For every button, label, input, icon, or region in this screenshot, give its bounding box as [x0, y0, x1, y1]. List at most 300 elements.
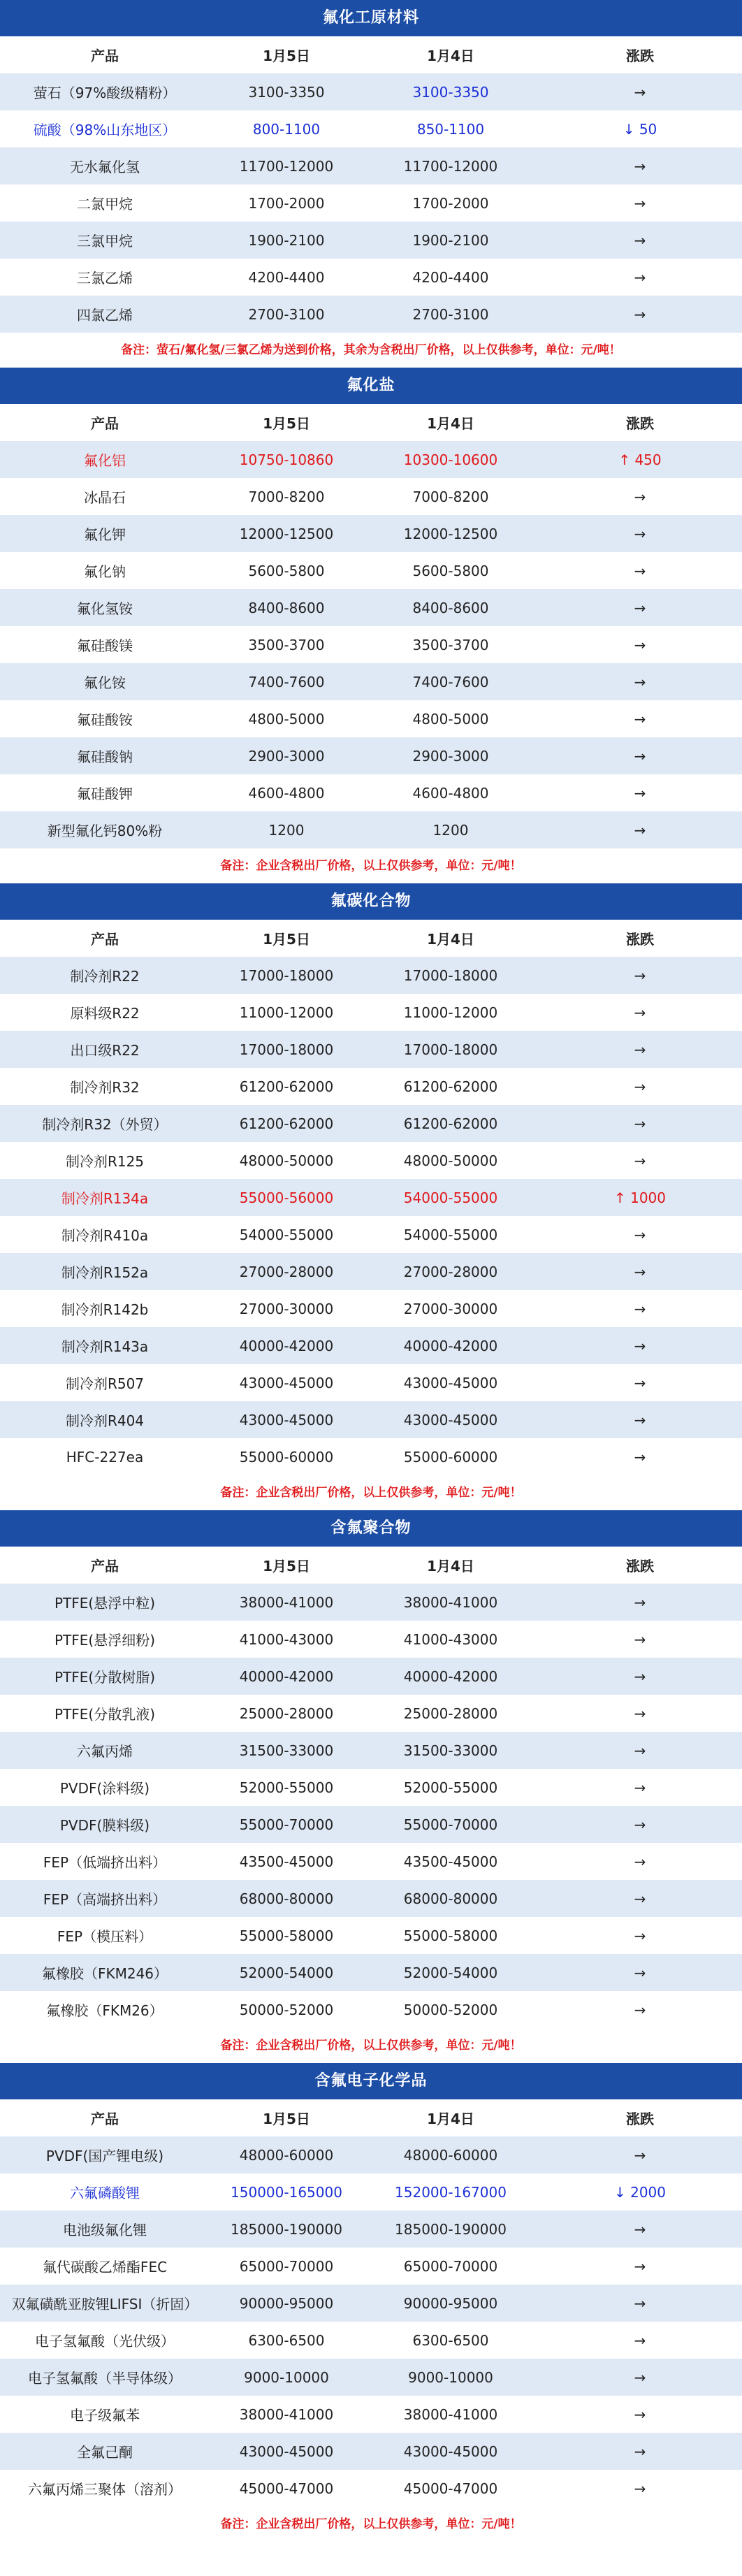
table-row [0, 1584, 742, 1621]
table-row [0, 1364, 742, 1401]
cell-change: → [634, 1964, 646, 1981]
cell-change: → [634, 562, 646, 579]
header-date-1: 1月5日 [263, 2111, 310, 2127]
cell-price-date-1: 55000-60000 [239, 1448, 334, 1466]
cell-price-date-2: 850-1100 [416, 120, 485, 138]
cell-price-date-2: 50000-52000 [403, 2001, 498, 2018]
cell-product: FEP（高端挤出料） [43, 1891, 167, 1908]
cell-product: 无水氟化氢 [70, 159, 140, 175]
cell-change: → [634, 525, 646, 542]
cell-price-date-1: 40000-42000 [239, 1337, 334, 1354]
table-row [0, 1401, 742, 1438]
header-change: 涨跌 [626, 415, 654, 432]
header-change: 涨跌 [626, 1558, 654, 1575]
cell-product: 制冷剂R32 [70, 1079, 140, 1096]
cell-product: 氟化钾 [84, 526, 126, 543]
cell-change: → [634, 1448, 646, 1466]
header-date-2: 1月4日 [427, 2111, 474, 2127]
table-row [0, 1917, 742, 1954]
cell-price-date-2: 6300-6500 [412, 2331, 489, 2349]
table-row [0, 1216, 742, 1253]
cell-price-date-2: 61200-62000 [403, 1115, 498, 1132]
cell-price-date-2: 27000-28000 [403, 1263, 498, 1280]
cell-product: 氟化铵 [84, 674, 126, 691]
section-4 [0, 2063, 742, 2542]
cell-change: → [634, 1593, 646, 1611]
table-row [0, 2173, 742, 2210]
cell-price-date-2: 1200 [432, 821, 469, 839]
table-row [0, 2470, 742, 2507]
cell-product: 氟化氢铵 [77, 600, 133, 617]
cell-price-date-1: 61200-62000 [239, 1078, 334, 1095]
cell-price-date-2: 43500-45000 [403, 1853, 498, 1870]
cell-price-date-1: 43000-45000 [239, 1411, 334, 1428]
cell-price-date-2: 90000-95000 [403, 2294, 498, 2312]
cell-change: → [634, 1078, 646, 1095]
cell-change: → [634, 1300, 646, 1317]
cell-price-date-2: 5600-5800 [412, 562, 489, 579]
table-row [0, 222, 742, 259]
table-row [0, 2136, 742, 2173]
cell-price-date-1: 90000-95000 [239, 2294, 334, 2312]
cell-change: → [634, 2443, 646, 2460]
cell-price-date-2: 43000-45000 [403, 2443, 498, 2460]
cell-change: → [634, 488, 646, 505]
cell-price-date-1: 52000-55000 [239, 1779, 334, 1796]
cell-change: → [634, 83, 646, 101]
cell-change: → [634, 2331, 646, 2349]
cell-price-date-2: 11700-12000 [403, 157, 498, 175]
cell-product: 萤石（97%酸级精粉） [33, 85, 177, 101]
cell-price-date-1: 4600-4800 [248, 784, 325, 802]
cell-price-date-1: 55000-70000 [239, 1816, 334, 1833]
section-0 [0, 0, 742, 368]
table-row [0, 737, 742, 774]
cell-change: → [634, 1630, 646, 1648]
table-header-row [0, 920, 742, 957]
cell-change: → [634, 1115, 646, 1132]
cell-change: → [634, 157, 646, 175]
cell-change: → [634, 784, 646, 802]
cell-price-date-2: 52000-54000 [403, 1964, 498, 1981]
cell-price-date-1: 185000-190000 [231, 2220, 342, 2238]
cell-product: 制冷剂R152a [61, 1264, 149, 1281]
table-row [0, 1327, 742, 1364]
cell-change: → [634, 1263, 646, 1280]
cell-product: 氟硅酸镁 [77, 637, 133, 654]
table-header-row [0, 1547, 742, 1584]
cell-price-date-1: 55000-58000 [239, 1927, 334, 1944]
cell-change: → [634, 1152, 646, 1169]
cell-product: PTFE(悬浮细粉) [54, 1632, 156, 1649]
section-title: 含氟电子化学品 [0, 2063, 742, 2099]
cell-product: 制冷剂R134a [61, 1190, 149, 1207]
cell-change: → [634, 2220, 646, 2238]
cell-product: 六氟丙烯三聚体（溶剂） [28, 2481, 182, 2498]
cell-product: FEP（低端挤出料） [43, 1854, 167, 1871]
cell-product: 氟硅酸铵 [77, 711, 133, 728]
cell-price-date-2: 38000-41000 [403, 2405, 498, 2423]
section-3 [0, 1510, 742, 2063]
cell-change: → [634, 1337, 646, 1354]
cell-product: 电子氢氟酸（光伏级） [35, 2333, 175, 2350]
cell-price-date-1: 48000-60000 [239, 2146, 334, 2164]
cell-product: 制冷剂R404 [65, 1412, 145, 1429]
cell-product: 出口级R22 [70, 1042, 140, 1059]
table-row [0, 957, 742, 994]
header-product: 产品 [91, 2111, 119, 2127]
table-row [0, 1954, 742, 1991]
table-row [0, 2248, 742, 2285]
cell-change: → [634, 1779, 646, 1796]
cell-product: 氟化钠 [84, 563, 126, 580]
cell-price-date-2: 38000-41000 [403, 1593, 498, 1611]
cell-price-date-1: 38000-41000 [239, 1593, 334, 1611]
cell-change: → [634, 1004, 646, 1021]
cell-price-date-2: 152000-167000 [395, 2183, 507, 2201]
cell-price-date-1: 10750-10860 [239, 451, 334, 468]
section-1 [0, 368, 742, 883]
cell-price-date-2: 11000-12000 [403, 1004, 498, 1021]
cell-price-date-1: 68000-80000 [239, 1890, 334, 1907]
cell-product: PVDF(涂料级) [59, 1780, 150, 1797]
section-note: 备注：企业含税出厂价格，以上仅供参考，单位：元/吨！ [0, 2028, 742, 2063]
table-row [0, 1695, 742, 1732]
header-change: 涨跌 [626, 2111, 654, 2127]
table-header-row [0, 404, 742, 441]
cell-change: → [634, 1705, 646, 1722]
table-row [0, 1732, 742, 1769]
cell-product: 氟橡胶（FKM26） [46, 2002, 163, 2019]
cell-price-date-1: 1700-2000 [248, 194, 325, 212]
table-row [0, 1142, 742, 1179]
table-row [0, 2285, 742, 2322]
cell-price-date-1: 40000-42000 [239, 1667, 334, 1685]
table-row [0, 663, 742, 700]
cell-price-date-1: 8400-8600 [248, 599, 325, 616]
cell-product: 制冷剂R125 [65, 1153, 145, 1170]
header-change: 涨跌 [626, 48, 654, 64]
cell-change: → [634, 194, 646, 212]
cell-product: 电子级氟苯 [70, 2407, 140, 2424]
table-row [0, 147, 742, 184]
cell-price-date-2: 17000-18000 [403, 1041, 498, 1058]
table-row [0, 700, 742, 737]
table-row [0, 296, 742, 333]
cell-price-date-2: 40000-42000 [403, 1337, 498, 1354]
cell-price-date-1: 52000-54000 [239, 1964, 334, 1981]
header-product: 产品 [91, 48, 119, 64]
cell-product: 制冷剂R143a [61, 1338, 149, 1355]
cell-price-date-2: 55000-70000 [403, 1816, 498, 1833]
cell-change: → [634, 1816, 646, 1833]
cell-price-date-1: 7400-7600 [248, 673, 325, 690]
cell-price-date-1: 38000-41000 [239, 2405, 334, 2423]
header-date-2: 1月4日 [427, 931, 474, 948]
cell-price-date-1: 11000-12000 [239, 1004, 334, 1021]
cell-price-date-1: 45000-47000 [239, 2480, 334, 2497]
section-note: 备注：企业含税出厂价格，以上仅供参考，单位：元/吨！ [0, 2507, 742, 2542]
cell-change: → [634, 599, 646, 616]
cell-product: 双氟磺酰亚胺锂LIFSI（折固） [11, 2296, 198, 2313]
cell-price-date-1: 27000-30000 [239, 1300, 334, 1317]
cell-price-date-2: 45000-47000 [403, 2480, 498, 2497]
cell-price-date-2: 9000-10000 [408, 2368, 493, 2386]
cell-change: → [634, 1374, 646, 1391]
cell-price-date-1: 2700-3100 [248, 305, 325, 323]
table-row [0, 1438, 742, 1475]
cell-change: ↓ 2000 [613, 2183, 666, 2201]
cell-product: 二氯甲烷 [77, 196, 133, 212]
cell-change: → [634, 231, 646, 249]
section-note: 备注：萤石/氟化氢/三氯乙烯为送到价格，其余为含税出厂价格，以上仅供参考，单位：元/吨！ [0, 333, 742, 368]
cell-price-date-1: 43000-45000 [239, 1374, 334, 1391]
table-row [0, 1031, 742, 1068]
cell-price-date-1: 3500-3700 [248, 636, 325, 653]
cell-change: → [634, 1742, 646, 1759]
cell-product: 六氟丙烯 [77, 1743, 133, 1760]
cell-change: → [634, 1411, 646, 1428]
table-row [0, 552, 742, 589]
cell-change: → [634, 2480, 646, 2497]
cell-price-date-2: 52000-55000 [403, 1779, 498, 1796]
cell-price-date-2: 27000-30000 [403, 1300, 498, 1317]
header-date-1: 1月5日 [263, 931, 310, 948]
table-row [0, 2396, 742, 2433]
cell-product: PTFE(分散树脂) [54, 1669, 156, 1686]
section-title: 氟碳化合物 [0, 883, 742, 920]
table-row [0, 1843, 742, 1880]
cell-product: 氟硅酸钠 [77, 748, 133, 765]
cell-change: → [634, 710, 646, 728]
cell-price-date-2: 40000-42000 [403, 1667, 498, 1685]
cell-change: → [634, 1927, 646, 1944]
cell-price-date-2: 43000-45000 [403, 1374, 498, 1391]
cell-change: → [634, 2294, 646, 2312]
cell-product: 制冷剂R507 [65, 1375, 145, 1392]
cell-price-date-2: 43000-45000 [403, 1411, 498, 1428]
table-row [0, 774, 742, 811]
section-title: 含氟聚合物 [0, 1510, 742, 1547]
table-row [0, 515, 742, 552]
table-row [0, 994, 742, 1031]
cell-price-date-2: 17000-18000 [403, 967, 498, 984]
cell-price-date-2: 4600-4800 [412, 784, 489, 802]
table-row [0, 589, 742, 626]
cell-price-date-1: 5600-5800 [248, 562, 325, 579]
table-header-row [0, 36, 742, 73]
table-row [0, 110, 742, 147]
cell-change: → [634, 2368, 646, 2386]
cell-product: 电池级氟化锂 [63, 2222, 147, 2238]
cell-product: FEP（模压料） [57, 1928, 153, 1945]
cell-product: 硫酸（98%山东地区） [33, 122, 177, 138]
cell-price-date-2: 31500-33000 [403, 1742, 498, 1759]
header-date-2: 1月4日 [427, 415, 474, 432]
header-date-1: 1月5日 [263, 48, 310, 64]
cell-product: 制冷剂R142b [61, 1301, 149, 1318]
cell-price-date-2: 7000-8200 [412, 488, 489, 505]
cell-product: 原料级R22 [70, 1005, 140, 1022]
cell-product: 六氟磷酸锂 [70, 2185, 140, 2201]
cell-price-date-1: 1200 [268, 821, 305, 839]
table-row [0, 1806, 742, 1843]
cell-price-date-2: 12000-12500 [403, 525, 498, 542]
cell-price-date-1: 11700-12000 [239, 157, 334, 175]
cell-product: 制冷剂R32（外贸） [42, 1116, 168, 1133]
table-row [0, 2322, 742, 2359]
table-row [0, 2433, 742, 2470]
table-row [0, 441, 742, 478]
header-date-1: 1月5日 [263, 415, 310, 432]
cell-change: → [634, 1667, 646, 1685]
cell-price-date-2: 54000-55000 [403, 1189, 498, 1206]
cell-price-date-2: 61200-62000 [403, 1078, 498, 1095]
section-note: 备注：企业含税出厂价格，以上仅供参考，单位：元/吨！ [0, 848, 742, 883]
cell-price-date-1: 41000-43000 [239, 1630, 334, 1648]
cell-change: → [634, 1890, 646, 1907]
cell-price-date-1: 6300-6500 [248, 2331, 325, 2349]
cell-product: PVDF(膜料级) [59, 1817, 150, 1834]
cell-price-date-2: 10300-10600 [403, 451, 498, 468]
cell-product: PVDF(国产锂电级) [45, 2148, 164, 2164]
cell-price-date-1: 48000-50000 [239, 1152, 334, 1169]
header-product: 产品 [91, 1558, 119, 1575]
table-row [0, 626, 742, 663]
section-2 [0, 883, 742, 1510]
header-change: 涨跌 [626, 931, 654, 948]
table-row [0, 1253, 742, 1290]
table-row [0, 184, 742, 222]
cell-price-date-2: 185000-190000 [395, 2220, 507, 2238]
cell-change: → [634, 1041, 646, 1058]
cell-price-date-2: 4800-5000 [412, 710, 489, 728]
cell-price-date-1: 4800-5000 [248, 710, 325, 728]
cell-price-date-2: 41000-43000 [403, 1630, 498, 1648]
table-row [0, 811, 742, 848]
cell-change: → [634, 1226, 646, 1243]
cell-price-date-1: 9000-10000 [244, 2368, 329, 2386]
cell-change: → [634, 2405, 646, 2423]
header-product: 产品 [91, 415, 119, 432]
section-note: 备注：企业含税出厂价格，以上仅供参考，单位：元/吨！ [0, 1475, 742, 1510]
cell-price-date-2: 48000-50000 [403, 1152, 498, 1169]
cell-price-date-2: 68000-80000 [403, 1890, 498, 1907]
cell-price-date-2: 7400-7600 [412, 673, 489, 690]
cell-price-date-1: 43000-45000 [239, 2443, 334, 2460]
cell-price-date-2: 65000-70000 [403, 2257, 498, 2275]
cell-product: 电子氢氟酸（半导体级） [28, 2370, 182, 2387]
cell-product: PTFE(分散乳液) [54, 1706, 156, 1723]
cell-price-date-2: 8400-8600 [412, 599, 489, 616]
cell-price-date-1: 12000-12500 [239, 525, 334, 542]
table-row [0, 1068, 742, 1105]
cell-change: ↓ 50 [623, 120, 657, 138]
cell-price-date-2: 4200-4400 [412, 268, 489, 286]
cell-price-date-2: 55000-60000 [403, 1448, 498, 1466]
cell-change: → [634, 673, 646, 690]
cell-product: 氟化铝 [84, 452, 126, 469]
cell-price-date-1: 4200-4400 [248, 268, 325, 286]
cell-price-date-1: 150000-165000 [231, 2183, 342, 2201]
cell-price-date-1: 27000-28000 [239, 1263, 334, 1280]
cell-change: → [634, 967, 646, 984]
table-row [0, 2359, 742, 2396]
cell-price-date-1: 1900-2100 [248, 231, 325, 249]
cell-change: → [634, 2001, 646, 2018]
table-row [0, 1179, 742, 1216]
header-date-2: 1月4日 [427, 1558, 474, 1575]
cell-price-date-1: 2900-3000 [248, 747, 325, 765]
cell-product: 三氯甲烷 [77, 233, 133, 249]
cell-product: 全氟己酮 [77, 2444, 133, 2461]
table-row [0, 1658, 742, 1695]
table-row [0, 1880, 742, 1917]
table-row [0, 1769, 742, 1806]
cell-change: → [634, 636, 646, 653]
cell-change: → [634, 821, 646, 839]
cell-price-date-2: 3500-3700 [412, 636, 489, 653]
cell-price-date-1: 3100-3350 [248, 83, 325, 101]
cell-price-date-1: 43500-45000 [239, 1853, 334, 1870]
section-title: 氟化盐 [0, 368, 742, 404]
cell-price-date-1: 31500-33000 [239, 1742, 334, 1759]
cell-price-date-1: 25000-28000 [239, 1705, 334, 1722]
cell-price-date-1: 55000-56000 [239, 1189, 334, 1206]
cell-product: 新型氟化钙80%粉 [47, 823, 163, 839]
table-row [0, 1105, 742, 1142]
cell-price-date-2: 55000-58000 [403, 1927, 498, 1944]
section-title: 氟化工原材料 [0, 0, 742, 36]
header-date-2: 1月4日 [427, 48, 474, 64]
cell-price-date-1: 17000-18000 [239, 1041, 334, 1058]
cell-price-date-2: 3100-3350 [412, 83, 489, 101]
cell-change: → [634, 1853, 646, 1870]
cell-product: 氟代碳酸乙烯酯FEC [42, 2259, 168, 2275]
cell-change: ↑ 1000 [613, 1189, 666, 1206]
cell-price-date-2: 2900-3000 [412, 747, 489, 765]
cell-change: → [634, 305, 646, 323]
table-header-row [0, 2099, 742, 2136]
cell-price-date-2: 1900-2100 [412, 231, 489, 249]
header-product: 产品 [91, 931, 119, 948]
cell-price-date-1: 800-1100 [252, 120, 321, 138]
cell-change: → [634, 747, 646, 765]
table-row [0, 1290, 742, 1327]
cell-price-date-2: 2700-3100 [412, 305, 489, 323]
cell-product: 氟橡胶（FKM246） [41, 1965, 168, 1982]
cell-price-date-2: 1700-2000 [412, 194, 489, 212]
cell-product: 氟硅酸钾 [77, 786, 133, 802]
cell-change: → [634, 2146, 646, 2164]
cell-change: ↑ 450 [618, 451, 662, 468]
cell-price-date-1: 61200-62000 [239, 1115, 334, 1132]
table-row [0, 73, 742, 110]
cell-price-date-1: 17000-18000 [239, 967, 334, 984]
cell-product: HFC-227ea [66, 1448, 144, 1466]
table-row [0, 2210, 742, 2248]
header-date-1: 1月5日 [263, 1558, 310, 1575]
cell-price-date-1: 54000-55000 [239, 1226, 334, 1243]
cell-product: PTFE(悬浮中粒) [54, 1595, 156, 1612]
cell-product: 制冷剂R22 [70, 968, 140, 985]
cell-change: → [634, 268, 646, 286]
table-row [0, 259, 742, 296]
cell-change: → [634, 2257, 646, 2275]
table-row [0, 478, 742, 515]
cell-product: 三氯乙烯 [77, 270, 133, 287]
cell-price-date-1: 7000-8200 [248, 488, 325, 505]
